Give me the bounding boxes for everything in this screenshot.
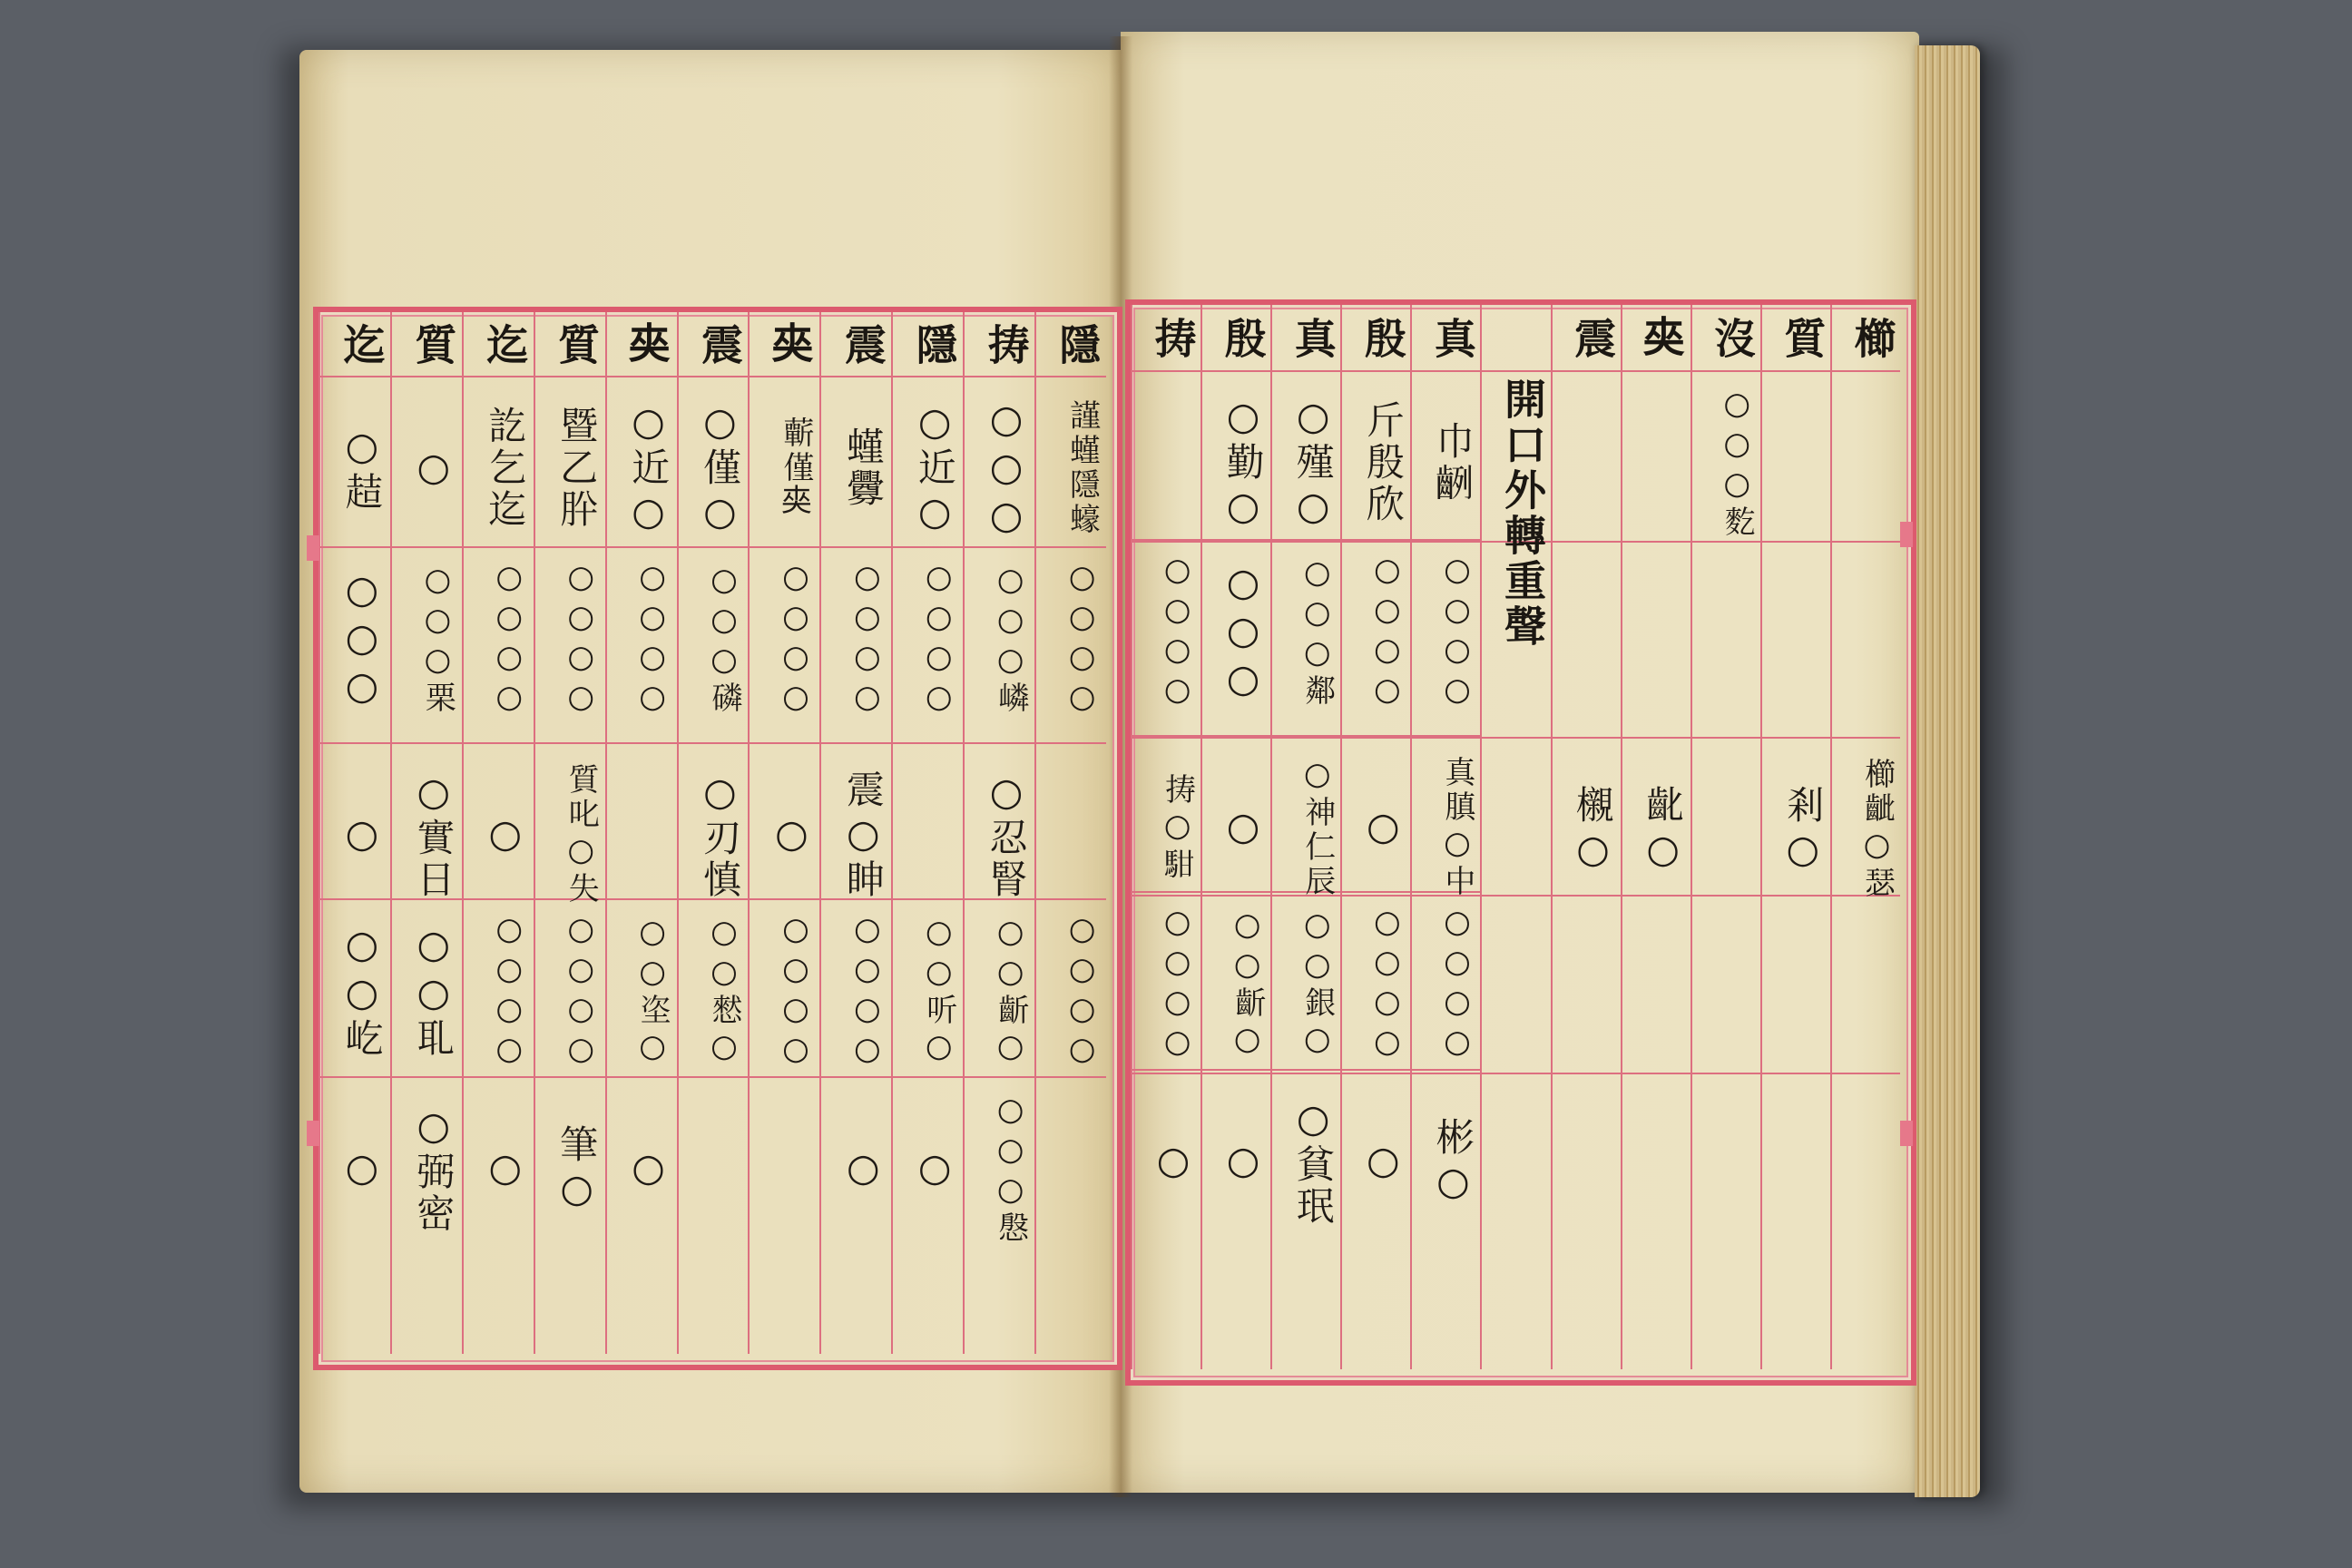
rime-cell: 蘄僅𡘖: [777, 416, 814, 520]
column-divider: [605, 312, 607, 1354]
column-divider: [963, 312, 965, 1354]
column-rhyme-head: 質: [1778, 317, 1828, 362]
column-rhyme-head: 震: [1568, 317, 1618, 362]
column-divider: [1621, 305, 1622, 1369]
column-divider: [318, 312, 320, 1354]
rime-cell: ○神仁辰: [1298, 756, 1336, 899]
column-rhyme-head: 櫛: [1847, 317, 1897, 362]
rime-cell: ○○听○: [920, 914, 957, 1068]
rime-cell: 櫛齜○瑟: [1858, 758, 1896, 901]
rime-cell: ○○○麧: [1719, 386, 1756, 540]
rime-cell: 螼釁: [840, 426, 886, 510]
rime-cell: ○: [769, 810, 814, 859]
rime-cell: 斤殷欣: [1360, 400, 1406, 525]
rime-cell: ○○憖○: [706, 914, 742, 1068]
row-divider: [1131, 370, 1480, 372]
rime-cell: ○刃慎: [698, 769, 742, 901]
fishtail-mark-right-lower: [1900, 1121, 1913, 1146]
rime-cell: ○○○○: [1368, 904, 1406, 1063]
rime-cell: 𢭏○𩢨: [1159, 773, 1196, 882]
rime-cell: ○○○○: [491, 911, 528, 1071]
column-rhyme-head: 真: [1427, 317, 1477, 362]
rime-cell: ○○○○: [491, 559, 528, 719]
rime-cell: ○○○○: [777, 911, 814, 1071]
rime-cell: 櫬○: [1571, 784, 1616, 875]
rime-cell: ○弼密: [411, 1102, 456, 1235]
rime-cell: 剎○: [1780, 784, 1826, 875]
page-edges: [1915, 45, 1980, 1497]
rime-cell: 質叱○失: [563, 763, 600, 906]
column-rhyme-head: 迄: [337, 323, 387, 368]
rime-cell: ○○○○: [1438, 904, 1475, 1063]
rime-cell: ○○○磷: [706, 562, 742, 716]
column-rhyme-head: 沒: [1708, 317, 1758, 362]
rime-cell: ○○○○: [1438, 552, 1475, 711]
rime-cell: ○近○: [912, 399, 957, 537]
column-divider: [1551, 305, 1553, 1369]
rime-cell: ○近○: [626, 399, 671, 537]
column-divider: [891, 312, 893, 1354]
rime-cell: ○: [840, 1144, 886, 1193]
rime-cell: ○○屹: [339, 922, 385, 1060]
rime-cell: 暨乙肸: [554, 406, 600, 531]
row-divider: [318, 1076, 1106, 1078]
rime-cell: ○○○○: [848, 559, 886, 719]
rime-cell: 真䐜○中: [1438, 756, 1475, 899]
rime-cell: ○: [1360, 1137, 1406, 1186]
column-rhyme-head: 質: [408, 323, 458, 368]
rime-cell: ○○○○: [848, 911, 886, 1071]
column-divider: [1480, 305, 1482, 1369]
column-rhyme-head: 𢭏: [1148, 317, 1198, 362]
column-divider: [1410, 305, 1412, 1369]
rime-cell: ○: [483, 810, 528, 859]
rime-cell: ○○○○: [777, 559, 814, 719]
row-divider: [1131, 1069, 1480, 1071]
row-divider: [318, 742, 1106, 744]
column-divider: [462, 312, 464, 1354]
rime-cell: ○○○○: [1368, 552, 1406, 711]
column-divider: [748, 312, 750, 1354]
rime-cell: ○○○栗: [419, 562, 456, 716]
rime-cell: ○: [411, 444, 456, 493]
column-rhyme-head: 隱: [1053, 323, 1102, 368]
fishtail-mark-left-lower: [307, 1121, 319, 1146]
column-divider: [1034, 312, 1036, 1354]
column-rhyme-head: 𡘖: [1638, 317, 1688, 362]
rime-cell: ○忍腎: [984, 769, 1029, 901]
rime-cell: ○○耴: [411, 922, 456, 1060]
column-divider: [1690, 305, 1692, 1369]
rime-cell: 彬○: [1430, 1116, 1475, 1207]
rime-cell: ○○齗○: [992, 914, 1029, 1068]
rime-cell: ○: [483, 1144, 528, 1193]
rime-cell: 巾𪗿: [1430, 421, 1475, 505]
rime-cell: ○○○: [339, 566, 385, 711]
rime-cell: ○○○: [984, 396, 1029, 541]
column-divider: [390, 312, 392, 1354]
rime-cell: 震○眒: [840, 769, 886, 901]
column-rhyme-head: 震: [838, 323, 887, 368]
rime-cell: ○: [1360, 803, 1406, 852]
rime-cell: ○貧珉: [1290, 1095, 1336, 1228]
column-rhyme-head: 𡘖: [623, 323, 673, 368]
row-divider: [1131, 735, 1480, 737]
rime-cell: ○○銀○: [1298, 906, 1336, 1061]
rime-cell: ○勤○: [1220, 394, 1266, 532]
rime-cell: 謹螼隱蠔: [1063, 399, 1101, 537]
column-rhyme-head: 隱: [909, 323, 959, 368]
rime-cell: ○○○○: [1063, 559, 1101, 719]
column-divider: [1200, 305, 1202, 1369]
rime-cell: 筆○: [554, 1123, 600, 1214]
rime-cell: ○: [1220, 803, 1266, 852]
column-rhyme-head: 𡘖: [766, 323, 816, 368]
rime-cell: ○: [912, 1144, 957, 1193]
column-divider: [1340, 305, 1342, 1369]
rime-cell: ○○○嶙: [992, 562, 1029, 716]
rime-cell: ○○垐○: [634, 914, 671, 1068]
rime-cell: 訖乞迄: [483, 406, 528, 531]
column-divider: [819, 312, 821, 1354]
column-rhyme-head: 殷: [1357, 317, 1407, 362]
column-divider: [677, 312, 679, 1354]
rime-cell: ○: [1220, 1137, 1266, 1186]
column-rhyme-head: 𢭏: [981, 323, 1031, 368]
rime-cell: ○: [339, 1144, 385, 1193]
rime-cell: ○: [1151, 1137, 1196, 1186]
left-rime-table: [318, 312, 1106, 1354]
column-rhyme-head: 震: [695, 323, 744, 368]
row-divider: [318, 376, 1106, 377]
column-divider: [1270, 305, 1272, 1369]
rime-cell: ○○○○: [1063, 911, 1101, 1071]
rime-cell: ○僅○: [698, 399, 742, 537]
column-rhyme-head: 真: [1288, 317, 1338, 362]
fishtail-mark-left: [307, 535, 319, 561]
rime-cell: ○趌: [339, 423, 385, 514]
rime-cell: ○○○○: [634, 559, 671, 719]
rime-cell: ○○○: [1220, 559, 1266, 704]
rime-cell: ○○齗○: [1229, 906, 1266, 1061]
column-rhyme-head: 質: [552, 323, 602, 368]
rime-cell: ○: [339, 810, 385, 859]
rime-cell: ○實日: [411, 769, 456, 901]
column-rhyme-head: 殷: [1218, 317, 1268, 362]
column-divider: [1760, 305, 1762, 1369]
rime-cell: ○○○○: [920, 559, 957, 719]
rime-cell: ○○○○: [1159, 552, 1196, 711]
column-divider: [1131, 305, 1132, 1369]
right-rime-table: [1131, 305, 1900, 1369]
column-rhyme-head: 迄: [480, 323, 530, 368]
rime-cell: ○: [626, 1144, 671, 1193]
rime-cell: ○殣○: [1290, 394, 1336, 532]
column-divider: [1830, 305, 1832, 1369]
rime-cell: ○○○慇: [992, 1092, 1029, 1246]
rime-cell: ○○○鄰: [1298, 554, 1336, 709]
rime-cell: ○○○○: [563, 911, 600, 1071]
right-main-columns: [1131, 305, 1480, 1369]
fishtail-mark-right: [1900, 522, 1913, 547]
column-divider: [534, 312, 535, 1354]
rime-cell: ○○○○: [563, 559, 600, 719]
rime-cell: ○○○○: [1159, 904, 1196, 1063]
rime-cell: 齔○: [1641, 784, 1686, 875]
table-title: 開口外轉重聲: [1498, 377, 1547, 650]
